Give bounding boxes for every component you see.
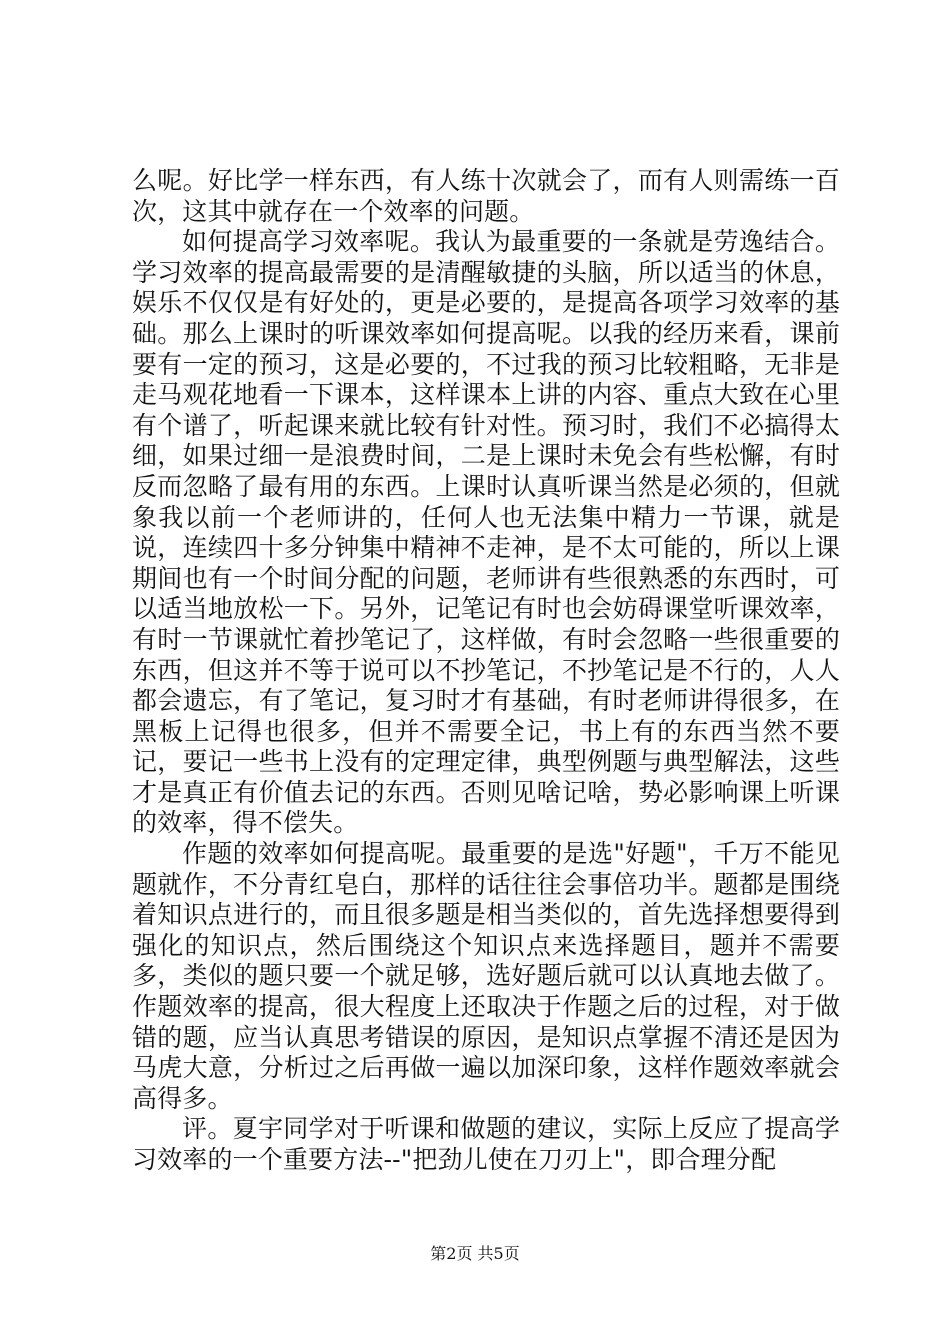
- paragraph-study-efficiency: 如何提高学习效率呢。我认为最重要的一条就是劳逸结合。学习效率的提高最需要的是清醒敏捷的头脑，所以适当的休息，娱乐不仅仅是有好处的，更是必要的，是提高各项学习效率的基础。那么上课时的听课效率如何提高呢。以我的经历来看，课前要有一定的预习，这是必要的，不过我的预习比较粗略，无非是走马观花地看一下课本，这样课本上讲的内容、重点大致在心里有个谱了，听起课来就比较有针对性。预习时，我们不必搞得太细，如果过细一是浪费时间，二是上课时未免会有些松懈，有时反而忽略了最有用的东西。上课时认真听课当然是必须的，但就象我以前一个老师讲的，任何人也无法集中精力一节课，就是说，连续四十多分钟集中精神不走神，是不太可能的，所以上课期间也有一个时间分配的问题，老师讲有些很熟悉的东西时，可以适当地放松一下。另外，记笔记有时也会妨碍课堂听课效率，有时一节课就忙着抄笔记了，这样做，有时会忽略一些很重要的东西，但这并不等于说可以不抄笔记，不抄笔记是不行的，人人都会遗忘，有了笔记，复习时才有基础，有时老师讲得很多，在黑板上记得也很多，但并不需要全记，书上有的东西当然不要记，要记一些书上没有的定理定律，典型例题与典型解法，这些才是真正有价值去记的东西。否则见啥记啥，势必影响课上听课的效率，得不偿失。: [132, 227, 840, 838]
- paragraph-comment: 评。夏宇同学对于听课和做题的建议，实际上反应了提高学习效率的一个重要方法--"把劲儿使在刀刃上"，即合理分配: [132, 1114, 840, 1174]
- paragraph-exercise-efficiency: 作题的效率如何提高呢。最重要的是选"好题"，千万不能见题就作，不分青红皂白，那样的话往往会事倍功半。题都是围绕着知识点进行的，而且很多题是相当类似的，首先选择想要得到强化的知识点，然后围绕这个知识点来选择题目，题并不需要多，类似的题只要一个就足够，选好题后就可以认真地去做了。作题效率的提高，很大程度上还取决于作题之后的过程，对于做错的题，应当认真思考错误的原因，是知识点掌握不清还是因为马虎大意，分析过之后再做一遍以加深印象，这样作题效率就会高得多。: [132, 839, 840, 1113]
- body-text: [132, 166, 840, 1176]
- page-number: 第2页 共5页: [430, 1244, 520, 1263]
- paragraph-continuation: 么呢。好比学一样东西，有人练十次就会了，而有人则需练一百次，这其中就存在一个效率的问题。: [132, 166, 840, 226]
